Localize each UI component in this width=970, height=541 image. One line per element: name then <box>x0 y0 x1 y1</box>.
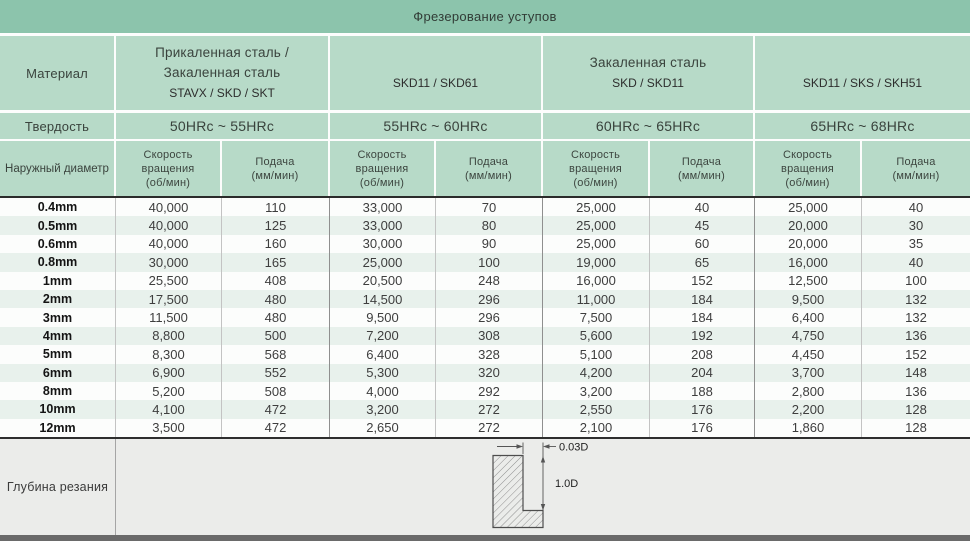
value-cell: 25,000 <box>755 198 862 216</box>
speed-header-line: (об/мин) <box>573 176 618 189</box>
diameter-cell: 3mm <box>0 308 116 326</box>
value-cell: 20,500 <box>330 272 436 290</box>
value-cell: 8,300 <box>116 345 222 363</box>
value-cell: 6,900 <box>116 364 222 382</box>
feed-header-cell <box>436 141 543 196</box>
diameter-cell: 5mm <box>0 345 116 363</box>
value-cell: 40,000 <box>116 198 222 216</box>
table-row <box>0 400 970 418</box>
speed-header-line: вращения <box>569 162 622 175</box>
table-row <box>0 216 970 234</box>
width-dimension-label: 0.03D <box>559 441 589 454</box>
value-cell: 3,700 <box>755 364 862 382</box>
value-cell: 4,450 <box>755 345 862 363</box>
table-row <box>0 272 970 290</box>
diameter-cell: 0.6mm <box>0 235 116 253</box>
value-cell: 6,400 <box>330 345 436 363</box>
value-cell: 188 <box>650 382 755 400</box>
diameter-cell: 8mm <box>0 382 116 400</box>
value-cell: 176 <box>650 419 755 437</box>
diameter-cell: 2mm <box>0 290 116 308</box>
table-row <box>0 290 970 308</box>
value-cell: 152 <box>905 346 927 362</box>
feed-header-line: Подача <box>681 155 722 168</box>
arrow-up-icon <box>541 456 545 463</box>
value-cell: 472 <box>222 400 330 418</box>
value-cell: 33,000 <box>330 198 436 216</box>
feed-header-cell <box>862 141 970 196</box>
diameter-cell: 0.5mm <box>0 216 116 234</box>
value-cell: 136 <box>905 383 927 399</box>
value-cell: 5,600 <box>543 327 650 345</box>
value-cell: 272 <box>436 400 543 418</box>
value-cell: 45 <box>650 216 755 234</box>
hardness-value: 55HRc ~ 60HRc <box>330 113 543 139</box>
hardness-value: 60HRc ~ 65HRc <box>543 113 755 139</box>
speed-header-line: (об/мин) <box>145 176 191 189</box>
speed-header-line: Скорость <box>782 148 833 161</box>
value-cell: 308 <box>436 327 543 345</box>
arrow-left-icon <box>543 444 550 448</box>
speed-header-line: Скорость <box>570 148 621 161</box>
value-cell: 90 <box>436 235 543 253</box>
value-cell: 11,000 <box>543 290 650 308</box>
material-group-line: Закаленная сталь <box>589 55 707 70</box>
cutting-depth-row <box>0 439 970 535</box>
value-cell: 20,000 <box>755 216 862 234</box>
value-cell: 128 <box>905 420 927 436</box>
value-cell: 19,000 <box>543 253 650 271</box>
value-cell: 2,650 <box>330 419 436 437</box>
material-group-cell <box>116 36 330 110</box>
value-cell: 132 <box>905 291 927 307</box>
value-cell: 4,200 <box>543 364 650 382</box>
value-cell: 5,200 <box>116 382 222 400</box>
hardness-label-cell <box>0 113 116 139</box>
value-cell: 40 <box>650 198 755 216</box>
feed-header-cell <box>222 141 330 196</box>
diameter-cell: 6mm <box>0 364 116 382</box>
value-cell: 160 <box>222 235 330 253</box>
table-row <box>0 253 970 271</box>
speed-header-cell <box>543 141 650 196</box>
value-cell: 272 <box>436 419 543 437</box>
speed-header-cell <box>330 141 436 196</box>
speed-header-line: Скорость <box>143 148 193 161</box>
arrow-down-icon <box>541 504 545 511</box>
feed-header-line: (мм/мин) <box>465 169 512 182</box>
value-cell: 208 <box>650 345 755 363</box>
value-cell: 1,860 <box>755 419 862 437</box>
feed-header-line: (мм/мин) <box>892 169 940 182</box>
depth-dimension-label: 1.0D <box>555 478 579 490</box>
value-cell: 5,300 <box>330 364 436 382</box>
bottom-border-bar <box>0 535 970 541</box>
value-cell: 40 <box>908 254 924 270</box>
material-group-line <box>434 53 438 73</box>
table-row <box>0 345 970 363</box>
value-cell: 7,200 <box>330 327 436 345</box>
speed-header-line: Скорость <box>357 148 407 161</box>
table-title-bar <box>0 0 970 33</box>
table-row <box>0 382 970 400</box>
value-cell: 472 <box>222 419 330 437</box>
value-cell: 320 <box>436 364 543 382</box>
feed-header-cell <box>650 141 755 196</box>
feed-header-line: Подача <box>255 155 295 168</box>
value-cell: 110 <box>222 198 330 216</box>
material-label-cell <box>0 36 116 110</box>
material-group-line: STAVX / SKD / SKT <box>169 86 275 100</box>
value-cell: 3,200 <box>330 400 436 418</box>
value-cell: 25,500 <box>116 272 222 290</box>
value-cell: 184 <box>650 308 755 326</box>
arrow-right-icon <box>517 444 524 448</box>
value-cell: 3,200 <box>543 382 650 400</box>
diameter-cell: 12mm <box>0 419 116 437</box>
feed-header-line: (мм/мин) <box>251 169 299 182</box>
value-cell: 508 <box>222 382 330 400</box>
value-cell: 4,750 <box>755 327 862 345</box>
value-cell: 148 <box>905 365 927 381</box>
value-cell: 60 <box>650 235 755 253</box>
workpiece-shape <box>493 456 543 528</box>
cutting-depth-label: Глубина резания <box>6 480 109 494</box>
value-cell: 40 <box>908 199 924 215</box>
value-cell: 136 <box>905 328 927 344</box>
value-cell: 25,000 <box>330 253 436 271</box>
value-cell: 568 <box>222 345 330 363</box>
value-cell: 70 <box>436 198 543 216</box>
feed-header-line: (мм/мин) <box>678 169 725 182</box>
material-row <box>0 36 970 110</box>
value-cell: 30,000 <box>116 253 222 271</box>
diameter-cell: 1mm <box>0 272 116 290</box>
value-cell: 14,500 <box>330 290 436 308</box>
table-row <box>0 364 970 382</box>
cutting-depth-diagram-area <box>116 439 970 535</box>
value-cell: 9,500 <box>755 290 862 308</box>
value-cell: 35 <box>908 236 924 252</box>
value-cell: 17,500 <box>116 290 222 308</box>
material-group-line: SKD / SKD11 <box>612 76 684 90</box>
material-group-line: Прикаленная сталь / <box>155 45 289 60</box>
value-cell: 192 <box>650 327 755 345</box>
value-cell: 2,800 <box>755 382 862 400</box>
value-cell: 8,800 <box>116 327 222 345</box>
diameter-header-cell <box>0 141 116 196</box>
value-cell: 40,000 <box>116 216 222 234</box>
value-cell: 33,000 <box>330 216 436 234</box>
table-row <box>0 308 970 326</box>
speed-header-cell <box>755 141 862 196</box>
hardness-label: Твердость <box>24 118 90 134</box>
value-cell: 296 <box>436 308 543 326</box>
value-cell: 30,000 <box>330 235 436 253</box>
value-cell: 152 <box>650 272 755 290</box>
hardness-value: 65HRc ~ 68HRc <box>810 118 915 134</box>
value-cell: 80 <box>436 216 543 234</box>
value-cell: 3,500 <box>116 419 222 437</box>
speed-header-line: вращения <box>141 162 195 175</box>
shoulder-profile-diagram <box>475 439 615 535</box>
hardness-row <box>0 113 970 139</box>
value-cell: 6,400 <box>755 308 862 326</box>
value-cell: 184 <box>650 290 755 308</box>
value-cell: 12,500 <box>755 272 862 290</box>
diameter-cell: 0.4mm <box>0 198 116 216</box>
value-cell: 25,000 <box>543 198 650 216</box>
value-cell: 16,000 <box>543 272 650 290</box>
table-row <box>0 327 970 345</box>
diameter-cell: 10mm <box>0 400 116 418</box>
value-cell: 165 <box>222 253 330 271</box>
value-cell: 204 <box>650 364 755 382</box>
speed-header-line: (об/мин) <box>785 176 830 189</box>
value-cell: 100 <box>905 273 927 289</box>
value-cell: 25,000 <box>543 216 650 234</box>
value-cell: 4,000 <box>330 382 436 400</box>
material-group-line: SKD11 / SKD61 <box>392 76 479 90</box>
speed-header-line: (об/мин) <box>359 176 405 189</box>
material-group-cell <box>755 36 970 110</box>
table-row <box>0 198 970 216</box>
speed-header-line: вращения <box>781 162 834 175</box>
value-cell: 296 <box>436 290 543 308</box>
value-cell: 9,500 <box>330 308 436 326</box>
feed-header-line: Подача <box>896 155 936 168</box>
diameter-cell: 0.8mm <box>0 253 116 271</box>
speed-header-line: вращения <box>355 162 409 175</box>
value-cell: 16,000 <box>755 253 862 271</box>
value-cell: 2,100 <box>543 419 650 437</box>
value-cell: 480 <box>222 308 330 326</box>
table-row <box>0 419 970 437</box>
value-cell: 7,500 <box>543 308 650 326</box>
value-cell: 11,500 <box>116 308 222 326</box>
value-cell: 552 <box>222 364 330 382</box>
value-cell: 408 <box>222 272 330 290</box>
value-cell: 2,550 <box>543 400 650 418</box>
value-cell: 125 <box>222 216 330 234</box>
hardness-value: 50HRc ~ 55HRc <box>116 113 330 139</box>
table-row <box>0 235 970 253</box>
material-group-cell <box>330 36 543 110</box>
value-cell: 40,000 <box>116 235 222 253</box>
value-cell: 5,100 <box>543 345 650 363</box>
value-cell: 132 <box>905 310 927 326</box>
material-group-line <box>861 53 865 73</box>
value-cell: 30 <box>908 218 924 234</box>
value-cell: 128 <box>905 401 927 417</box>
value-cell: 100 <box>436 253 543 271</box>
material-group-line: SKD11 / SKS / SKH51 <box>802 76 923 90</box>
value-cell: 248 <box>436 272 543 290</box>
table-title: Фрезерование уступов <box>413 9 557 24</box>
value-cell: 4,100 <box>116 400 222 418</box>
column-header-row <box>0 141 970 196</box>
material-group-line: Закаленная сталь <box>163 65 281 80</box>
diameter-header-label: Наружный диаметр <box>5 162 109 175</box>
value-cell: 328 <box>436 345 543 363</box>
feed-header-line: Подача <box>468 155 509 168</box>
value-cell: 2,200 <box>755 400 862 418</box>
material-group-cell <box>543 36 755 110</box>
value-cell: 20,000 <box>755 235 862 253</box>
value-cell: 292 <box>436 382 543 400</box>
diameter-cell: 4mm <box>0 327 116 345</box>
value-cell: 500 <box>222 327 330 345</box>
value-cell: 65 <box>650 253 755 271</box>
table-body <box>0 198 970 437</box>
value-cell: 25,000 <box>543 235 650 253</box>
speed-header-cell <box>116 141 222 196</box>
value-cell: 480 <box>222 290 330 308</box>
value-cell: 176 <box>650 400 755 418</box>
material-label: Материал <box>26 65 88 81</box>
cutting-depth-label-cell <box>0 439 116 535</box>
